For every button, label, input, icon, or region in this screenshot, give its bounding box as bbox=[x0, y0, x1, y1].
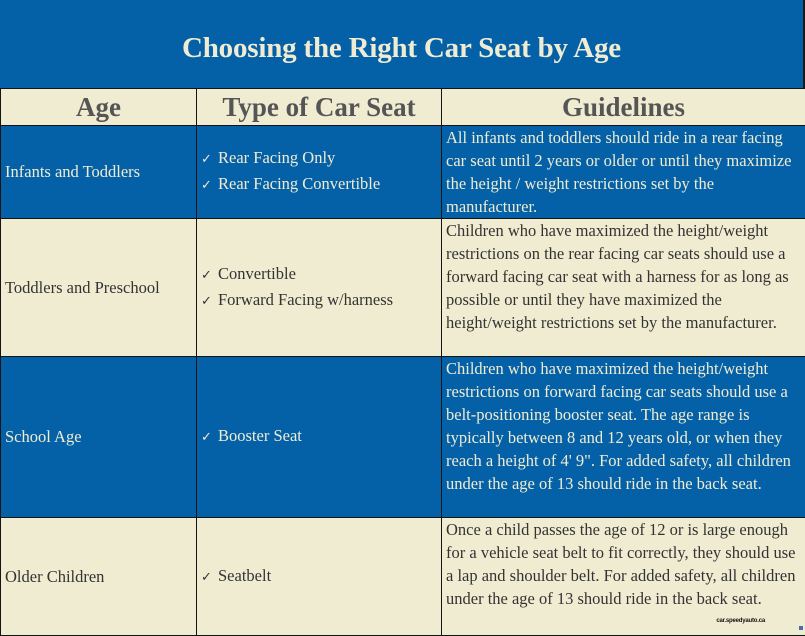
column-header-age: Age bbox=[1, 89, 197, 126]
checkmark-icon: ✓ bbox=[201, 290, 218, 314]
guidelines-cell: Children who have maximized the height/weight restrictions on the rear facing car seats should use a forward facing car seat with a harness for as long as possible or until they have maximized the height/weight restrictions set by the manufacturer. bbox=[442, 219, 805, 357]
seat-type-item: ✓ Forward Facing w/harness bbox=[201, 288, 441, 314]
column-header-guidelines: Guidelines bbox=[442, 89, 805, 126]
seat-type-cell bbox=[197, 357, 442, 518]
seat-type-item: ✓ Booster Seat bbox=[201, 424, 441, 450]
age-cell: School Age bbox=[1, 357, 197, 518]
column-header-type: Type of Car Seat bbox=[197, 89, 442, 126]
seat-type-item: ✓ Convertible bbox=[201, 262, 441, 288]
guidelines-cell: Once a child passes the age of 12 or is large enough for a vehicle seat belt to fit correctly, they should use a lap and shoulder belt. For added safety, all children under the age of 13 should ride in the back seat. bbox=[442, 518, 805, 636]
table-row bbox=[1, 126, 805, 219]
car-seat-table bbox=[0, 88, 805, 636]
checkmark-icon: ✓ bbox=[201, 566, 218, 590]
guidelines-cell: Children who have maximized the height/weight restrictions on forward facing car seats should use a belt-positioning booster seat. The age range is typically between 8 and 12 years old, or when they reach a height of 4' 9". For added safety, all children under the age of 13 should ride in the back seat. bbox=[442, 357, 805, 518]
page-title: Choosing the Right Car Seat by Age bbox=[182, 32, 621, 65]
title-banner bbox=[0, 0, 805, 88]
table-row bbox=[1, 518, 805, 636]
table-header-row bbox=[1, 89, 805, 126]
seat-type-cell bbox=[197, 126, 442, 219]
checkmark-icon: ✓ bbox=[201, 174, 218, 198]
checkmark-icon: ✓ bbox=[201, 148, 218, 172]
checkmark-icon: ✓ bbox=[201, 264, 218, 288]
age-cell: Toddlers and Preschool bbox=[1, 219, 197, 357]
seat-type-item: ✓ Rear Facing Convertible bbox=[201, 172, 441, 198]
seat-type-cell bbox=[197, 518, 442, 636]
resize-corner-icon bbox=[799, 626, 803, 630]
table-row bbox=[1, 219, 805, 357]
checkmark-icon: ✓ bbox=[201, 426, 218, 450]
seat-type-item: ✓ Rear Facing Only bbox=[201, 146, 441, 172]
seat-type-cell bbox=[197, 219, 442, 357]
table-row bbox=[1, 357, 805, 518]
age-cell: Older Children bbox=[1, 518, 197, 636]
age-cell: Infants and Toddlers bbox=[1, 126, 197, 219]
watermark-text: car.speedyauto.ca bbox=[716, 618, 765, 624]
guidelines-cell: All infants and toddlers should ride in a rear facing car seat until 2 years or older or until they maximize the height / weight restrictions set by the manufacturer. bbox=[442, 126, 805, 219]
seat-type-item: ✓ Seatbelt bbox=[201, 564, 441, 590]
